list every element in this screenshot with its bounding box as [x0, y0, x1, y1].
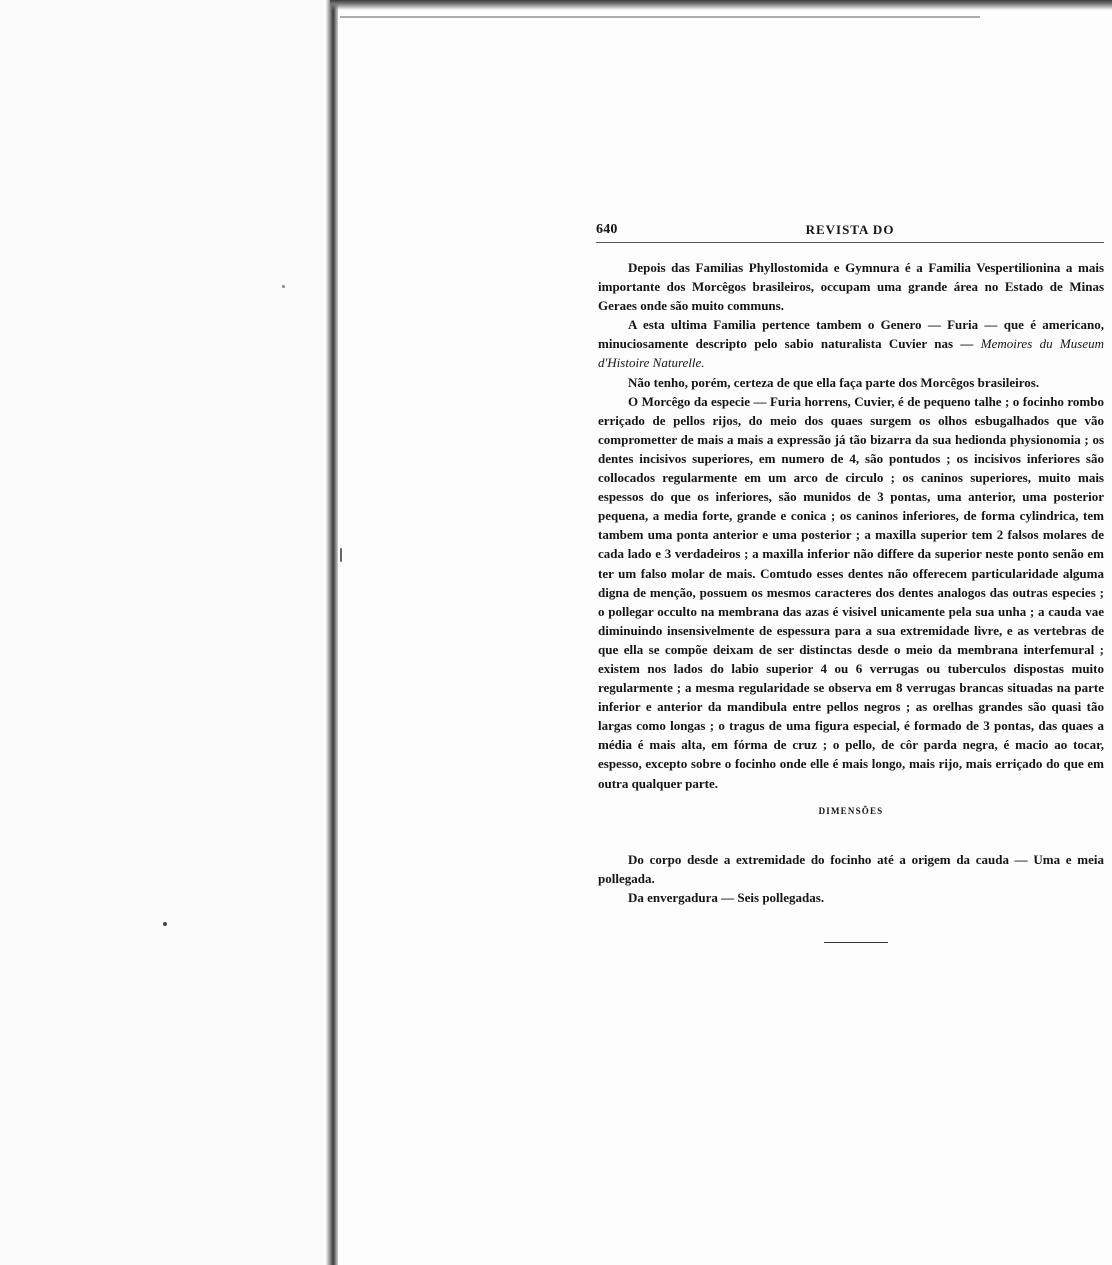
- header-rule: [596, 242, 1104, 243]
- dimensions-list: [598, 850, 1104, 907]
- paragraph-4: O Morcêgo da especie — Furia horrens, Cuvier, é de pequeno talhe ; o focinho rombo erriçado de pellos rijos, do meio dos quaes surgem os olhos esbugalhados que vão comprometter de mais a mais a expressão já tão bizarra da sua hedionda physionomia ; os dentes incisivos superiores, em numero de 4, são pontudos ; os incisivos inferiores são collocados regularmente em um arco de circulo ; os caninos superiores, muito mais espessos do que os inferiores, são munidos de 3 pontas, uma anterior, uma posterior pequena, a media forte, grande e conica ; os caninos inferiores, de forma cylindrica, tem tambem uma ponta anterior e uma posterior ; a maxilla superior tem 2 falsos molares de cada lado e 3 verdadeiros ; a maxilla inferior não differe da superior neste ponto senão em ter um falso molar de mais. Comtudo esses dentes não offerecem particularidade alguma digna de menção, possuem os mesmos caracteres dos dentes analogos das outras especies ; o pollegar occulto na membrana das azas é visivel unicamente pela sua unha ; a cauda vae diminuindo insensivelmente de espessura para a sua extremidade livre, e as vertebras de que ella se compõe deixam de ser distinctas desde o meio da membrana interfemural ; existem nos lados do labio superior 4 ou 6 verrugas ou tuberculos dispostas muito regularmente ; a mesma regularidade se observa em 8 verrugas brancas situadas na parte inferior e anterior da mandibula entre pellos negros ; as orelhas grandes são quasi tão largas como longas ; o tragus de uma figura especial, é formado de 3 pontas, das quaes a média é mais alta, em fórma de cruz ; o pello, de côr parda negra, é macio ao tocar, espesso, excepto sobre o focinho onde elle é mais longo, mais rijo, mais erriçado do que em outra qualquer parte.: [598, 393, 1104, 791]
- page-number: 640: [596, 222, 618, 237]
- end-rule: [824, 942, 888, 943]
- scan-top-line: [340, 16, 980, 18]
- paragraph-2-text: A esta ultima Familia pertence tambem o Genero — Furia — que é americano, minuciosamente descripto pelo sabio naturalista Cuvier nas —: [598, 317, 1104, 352]
- facing-page-margin: [0, 0, 326, 1265]
- body-text: [598, 258, 1104, 793]
- paragraph-2-citation: Memoires du Museum d'Histoire Naturelle.: [598, 336, 1104, 371]
- page-header: [596, 222, 1104, 242]
- scan-speck: [163, 922, 167, 926]
- paragraph-1: Depois das Familias Phyllostomida e Gymnura é a Familia Vespertilionina a mais importante dos Morcêgos brasileiros, occupam uma grande área no Estado de Minas Geraes onde são muito communs.: [598, 260, 1104, 314]
- binding-gutter: [326, 0, 338, 1265]
- running-title: REVISTA DO: [805, 222, 895, 237]
- scan-speck: [340, 548, 342, 562]
- paragraph-3: Não tenho, porém, certeza de que ella faça parte dos Morcêgos brasileiros.: [628, 374, 1040, 390]
- dimension-body-length: Do corpo desde a extremidade do focinho até a origem da cauda — Uma e meia pollegada.: [598, 852, 1104, 886]
- scan-top-edge: [330, 0, 1112, 10]
- section-heading-dimensions: DIMENSÕES: [818, 806, 884, 816]
- scan-speck: [282, 285, 285, 288]
- dimension-wingspan: Da envergadura — Seis pollegadas.: [628, 890, 825, 905]
- paragraph-2: [598, 315, 1104, 372]
